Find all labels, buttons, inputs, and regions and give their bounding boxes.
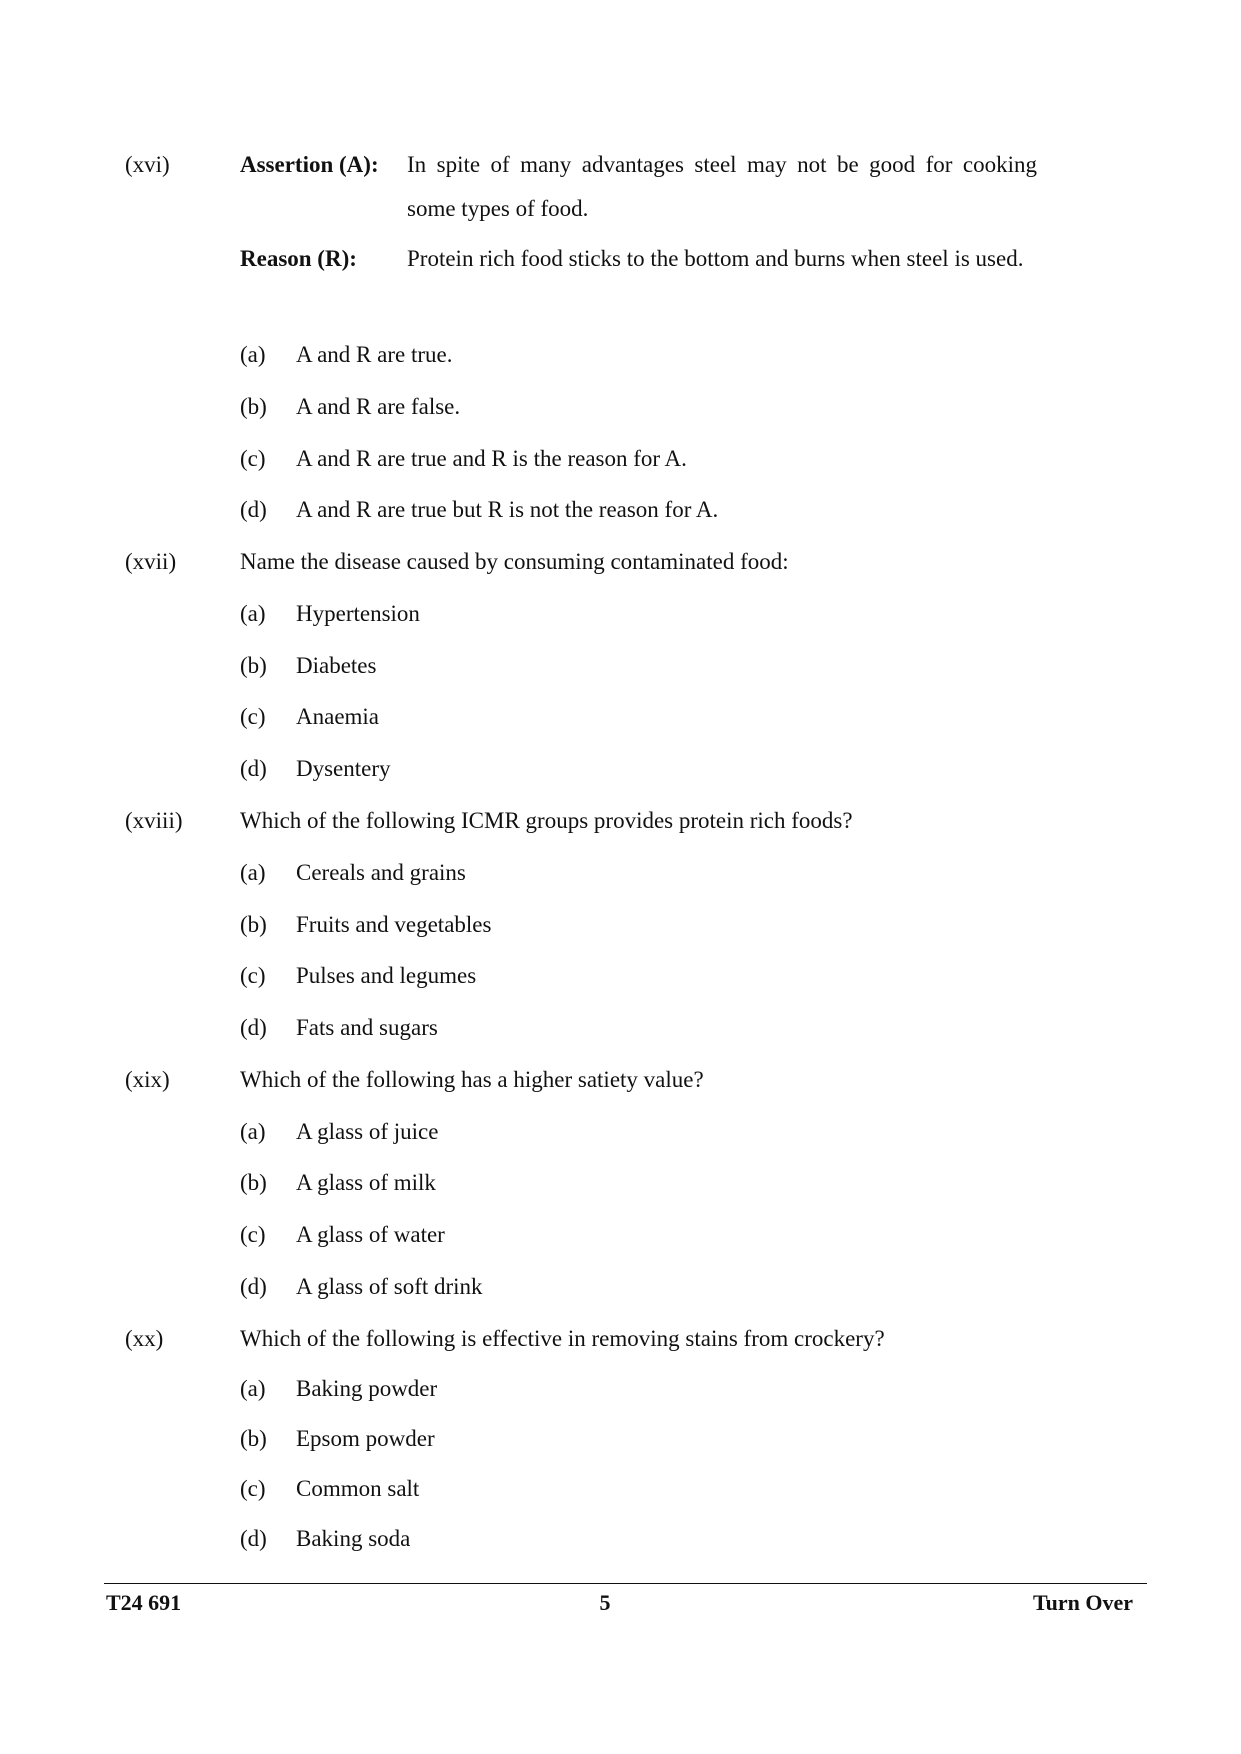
option-text: A glass of water bbox=[296, 1222, 445, 1247]
question-number: (xix) bbox=[125, 1067, 170, 1092]
option-letter: (a) bbox=[240, 1376, 266, 1401]
option-text: A and R are true but R is not the reason for A. bbox=[296, 497, 719, 522]
assertion-text: In spite of many advantages steel may not be good for cooking some types of food. bbox=[407, 152, 1037, 221]
option-text: Baking soda bbox=[296, 1526, 411, 1551]
option-letter: (c) bbox=[240, 704, 266, 729]
option-letter: (d) bbox=[240, 1274, 267, 1299]
question-stem: Which of the following is effective in removing stains from crockery? bbox=[240, 1326, 885, 1351]
option-letter: (a) bbox=[240, 1119, 266, 1144]
footer-divider bbox=[104, 1583, 1147, 1584]
question-stem: Which of the following has a higher satiety value? bbox=[240, 1067, 704, 1092]
option-letter: (d) bbox=[240, 756, 267, 781]
option-letter: (b) bbox=[240, 912, 267, 937]
option-letter: (c) bbox=[240, 1222, 266, 1247]
option-letter: (d) bbox=[240, 1526, 267, 1551]
option-letter: (d) bbox=[240, 1015, 267, 1040]
question-number: (xvii) bbox=[125, 549, 177, 574]
option-text: A and R are true and R is the reason for A. bbox=[296, 446, 687, 471]
option-text: A and R are true. bbox=[296, 342, 453, 367]
option-letter: (d) bbox=[240, 497, 267, 522]
option-letter: (a) bbox=[240, 342, 266, 367]
option-text: Epsom powder bbox=[296, 1426, 435, 1451]
question-number: (xviii) bbox=[125, 808, 183, 833]
option-letter: (c) bbox=[240, 446, 266, 471]
option-text: Common salt bbox=[296, 1476, 420, 1501]
option-text: Fats and sugars bbox=[296, 1015, 438, 1040]
option-text: Dysentery bbox=[296, 756, 391, 781]
option-text: Baking powder bbox=[296, 1376, 438, 1401]
option-text: Cereals and grains bbox=[296, 860, 466, 885]
question-number: (xvi) bbox=[125, 152, 170, 177]
option-letter: (c) bbox=[240, 963, 266, 988]
option-letter: (b) bbox=[240, 1170, 267, 1195]
option-letter: (a) bbox=[240, 601, 266, 626]
option-letter: (c) bbox=[240, 1476, 266, 1501]
option-text: A glass of milk bbox=[296, 1170, 436, 1195]
option-letter: (b) bbox=[240, 394, 267, 419]
option-text: A glass of soft drink bbox=[296, 1274, 483, 1299]
option-letter: (a) bbox=[240, 860, 266, 885]
question-stem: Which of the following ICMR groups provides protein rich foods? bbox=[240, 808, 853, 833]
question-number: (xx) bbox=[125, 1326, 164, 1351]
paper-code: T24 691 bbox=[106, 1590, 182, 1615]
option-text: Fruits and vegetables bbox=[296, 912, 492, 937]
option-text: Anaemia bbox=[296, 704, 380, 729]
option-letter: (b) bbox=[240, 653, 267, 678]
option-text: A and R are false. bbox=[296, 394, 461, 419]
option-text: A glass of juice bbox=[296, 1119, 439, 1144]
reason-text: Protein rich food sticks to the bottom and burns when steel is used. bbox=[407, 246, 1024, 271]
option-text: Diabetes bbox=[296, 653, 377, 678]
question-stem: Name the disease caused by consuming contaminated food: bbox=[240, 549, 789, 574]
option-text: Hypertension bbox=[296, 601, 420, 626]
assertion-label: Assertion (A): bbox=[240, 152, 379, 177]
page-number: 5 bbox=[599, 1590, 611, 1615]
turn-over-label: Turn Over bbox=[1032, 1590, 1133, 1615]
option-text: Pulses and legumes bbox=[296, 963, 477, 988]
option-letter: (b) bbox=[240, 1426, 267, 1451]
reason-label: Reason (R): bbox=[240, 246, 357, 271]
